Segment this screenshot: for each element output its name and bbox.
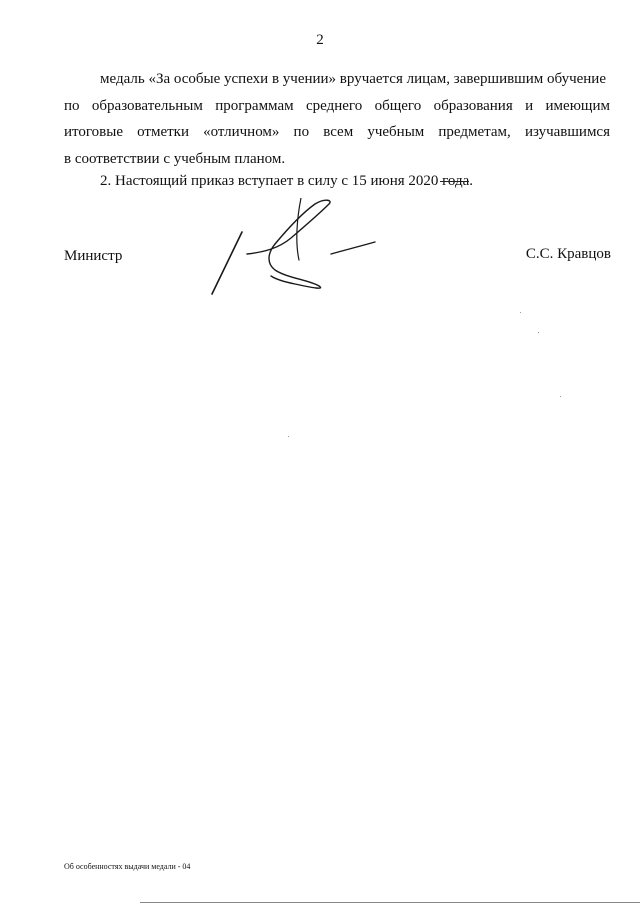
scan-speck bbox=[520, 312, 521, 313]
scan-speck bbox=[538, 332, 539, 333]
paragraph-line: итоговые отметки «отличном» по всем учебным предметам, изучавшимся bbox=[64, 124, 610, 140]
handwritten-signature bbox=[205, 198, 380, 298]
paragraph-line: медаль «За особые успехи в учении» вручается лицам, завершившим обучение bbox=[100, 71, 606, 87]
struck-word: года bbox=[442, 173, 470, 189]
paragraph-2-end: . bbox=[469, 173, 474, 189]
paragraph-2 bbox=[64, 168, 610, 195]
page-number: 2 bbox=[316, 32, 324, 48]
scan-edge-line bbox=[140, 902, 640, 903]
paragraph-line bbox=[64, 168, 610, 195]
scan-speck bbox=[288, 436, 289, 437]
paragraph-line: в соответствии с учебным планом. bbox=[64, 150, 286, 167]
signatory-name: С.С. Кравцов bbox=[525, 246, 611, 262]
scan-speck bbox=[560, 396, 561, 397]
paragraph-2-text: 2. Настоящий приказ вступает в силу с 15 июня 2020 bbox=[100, 173, 443, 189]
footer-note: Об особенностях выдачи медали - 04 bbox=[64, 862, 191, 871]
position-title: Министр bbox=[64, 248, 123, 264]
paragraph-1 bbox=[64, 66, 610, 172]
paragraph-line: по образовательным программам среднего общего образования и имеющим bbox=[64, 97, 610, 114]
